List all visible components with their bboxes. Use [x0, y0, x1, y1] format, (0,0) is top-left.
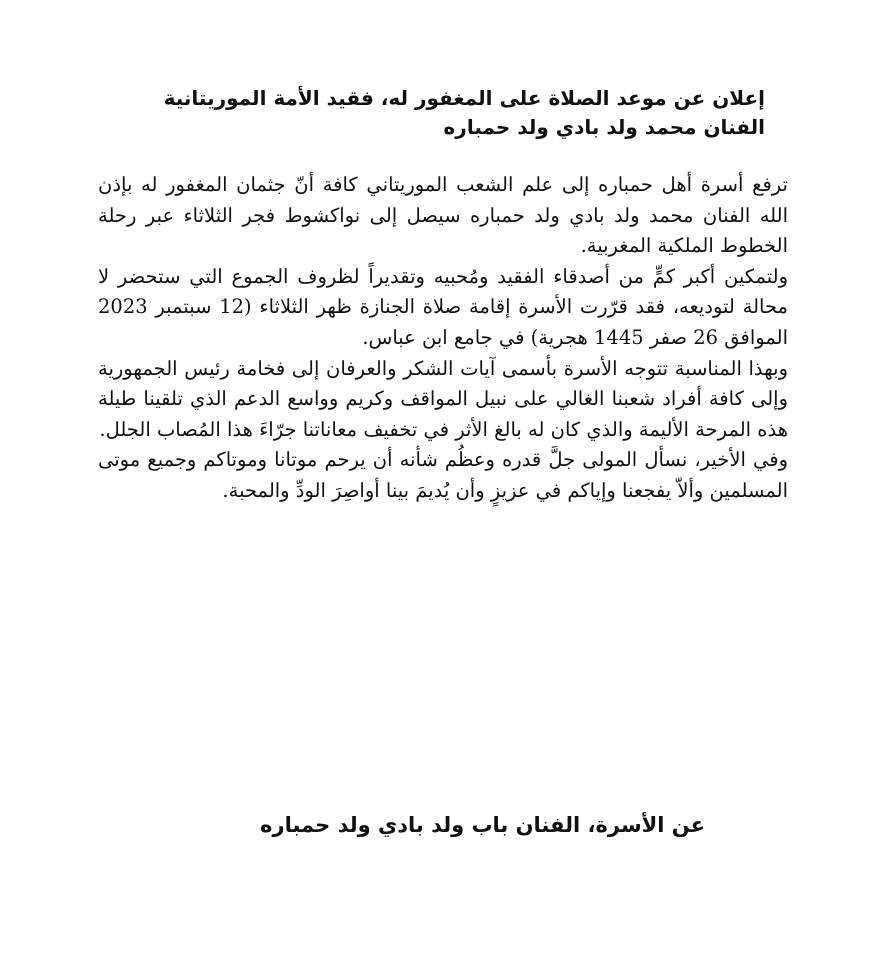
- announcement-body: [98, 170, 788, 507]
- heading-line-1: إعلان عن موعد الصلاة على المغفور له، فقيد الأمة الموريتانية: [163, 86, 765, 110]
- heading-line-2: الفنان محمد ولد بادي ولد حمباره: [443, 115, 765, 139]
- announcement-heading: [105, 84, 765, 142]
- signature: عن الأسرة، الفنان باب ولد بادي ولد حمباره: [260, 813, 705, 837]
- paragraph-arrival: ترفع أسرة أهل حمباره إلى علم الشعب الموريتاني كافة أنّ جثمان المغفور له بإذن الله الفنان محمد ولد بادي ولد حمباره سيصل إلى نواكشوط فجر الثلاثاء عبر رحلة الخطوط الملكية المغربية.: [98, 173, 788, 258]
- paragraph-thanks: وبهذا المناسبة تتوجه الأسرة بأسمى آيات الشكر والعرفان إلى فخامة رئيس الجمهورية وإلى كافة أفراد شعبنا الغالي على نبيل المواقف وكريم وواسع الدعم الذي تلقينا طيلة هذه المرحة الأليمة والذي كان له بالغ الأثر في تخفيف معاناتنا جرّاءَ هذا المُصاب الجلل.: [98, 356, 788, 441]
- paragraph-closing-prayer: وفي الأخير، نسأل المولى جلَّ قدره وعظُم شأنه أن يرحم موتانا وموتاكم وجميع موتى المسلمين وألاّ يفجعنا وإياكم في عزيزٍ وأن يُديمَ بينا أواصِرَ الودِّ والمحبة.: [98, 448, 788, 502]
- paragraph-funeral-prayer: ولتمكين أكبر كمٍّ من أصدقاء الفقيد ومُحبيه وتقديراً لظروف الجموع التي ستحضر لا محالة لتوديعه، فقد قرّرت الأسرة إقامة صلاة الجنازة ظهر الثلاثاء (12 سبتمبر 2023 الموافق 26 صفر 1445 هجرية) في جامع ابن عباس.: [98, 264, 789, 349]
